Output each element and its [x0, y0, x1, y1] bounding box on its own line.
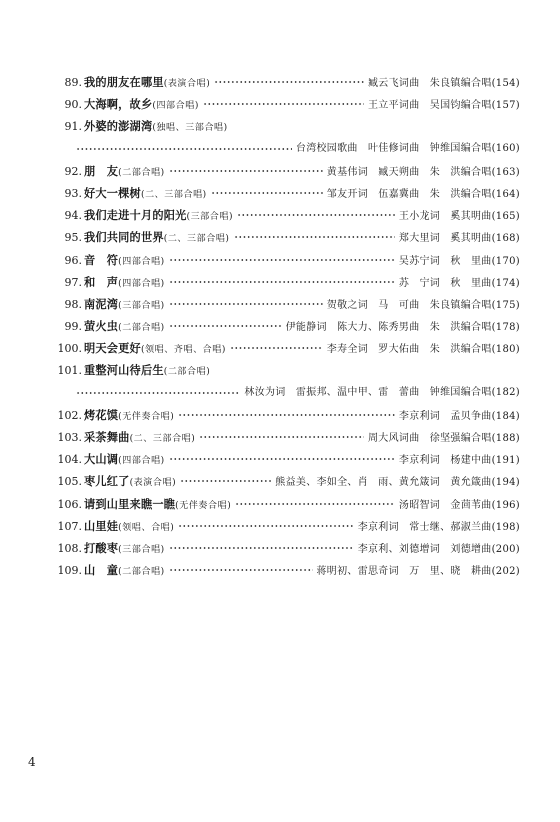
leader-dots — [234, 236, 395, 238]
leader-dots — [214, 81, 364, 83]
entry-credits: 李京利词 孟贝争曲(184) — [398, 410, 520, 422]
entry-number: 107. — [57, 519, 82, 533]
entry-subtitle: (独唱、三部合唱) — [152, 123, 228, 134]
leader-dots — [169, 303, 323, 305]
entry-subtitle: (四部合唱) — [118, 256, 165, 267]
entry-credits: 熊益美、李如全、肖 雨、黄允箴词 黄允箴曲(194) — [275, 477, 520, 489]
leader-dots — [169, 281, 395, 283]
toc-entry — [54, 426, 520, 448]
entry-subtitle: (三部合唱) — [118, 300, 165, 311]
entry-title: 明天会更好(领唱、齐唱、合唱) — [84, 341, 226, 356]
entry-credits: 吴苏宁词 秋 里曲(170) — [398, 255, 520, 267]
entry-title: 山 童(二部合唱) — [84, 563, 165, 578]
entry-title: 我们共同的世界(二、三部合唱) — [84, 230, 230, 245]
toc-entry — [54, 493, 520, 515]
toc-entry — [54, 160, 520, 182]
entry-subtitle: (二、三部合唱) — [129, 434, 196, 444]
entry-credits: 郑大里词 奚其明曲(168) — [398, 233, 520, 245]
toc-entry — [54, 226, 520, 248]
entry-subtitle: (三部合唱) — [186, 212, 234, 223]
entry-credits: 周大风词曲 徐坚强编合唱(188) — [368, 433, 520, 444]
entry-title: 打酸枣(三部合唱) — [84, 540, 165, 555]
entry-number: 102. — [57, 408, 82, 422]
entry-number: 101. — [57, 364, 82, 378]
table-of-contents — [54, 71, 520, 581]
entry-number: 93. — [64, 186, 82, 200]
entry-number: 96. — [64, 253, 82, 267]
entry-title: 请到山里来瞧一瞧(无伴奏合唱) — [84, 496, 232, 511]
entry-number: 109. — [57, 564, 82, 578]
entry-number: 104. — [57, 453, 82, 467]
entry-title: 朋 友(二部合唱) — [84, 163, 165, 178]
entry-subtitle: (二、三部合唱) — [140, 189, 207, 200]
entry-subtitle: (三部合唱) — [118, 544, 165, 555]
entry-number: 99. — [64, 320, 82, 334]
entry-subtitle: (二、三部合唱) — [163, 234, 230, 245]
entry-subtitle: (无伴奏合唱) — [118, 411, 175, 422]
leader-dots — [169, 569, 313, 571]
toc-entry — [54, 182, 520, 204]
entry-number: 105. — [57, 475, 82, 489]
leader-dots — [178, 525, 353, 527]
leader-dots — [230, 347, 323, 349]
entry-number: 95. — [64, 231, 82, 245]
toc-entry-continuation — [54, 138, 520, 160]
entry-title: 外婆的澎湖湾(独唱、三部合唱) — [84, 119, 228, 134]
toc-entry — [54, 359, 520, 381]
entry-number: 92. — [64, 164, 82, 178]
toc-entry — [54, 204, 520, 226]
toc-entry — [54, 470, 520, 492]
entry-number: 94. — [64, 209, 82, 223]
entry-number: 108. — [57, 541, 82, 555]
entry-credits: 黄基伟词 臧天朔曲 朱 洪编合唱(163) — [326, 166, 520, 178]
entry-credits: 李京利词 常士继、郝淑兰曲(198) — [357, 521, 520, 533]
toc-entry — [54, 337, 520, 359]
toc-entry — [54, 249, 520, 271]
leader-dots — [178, 414, 395, 416]
entry-credits: 李京利、刘德增词 刘德增曲(200) — [357, 543, 520, 555]
toc-entry — [54, 115, 520, 137]
entry-title: 烤花馍(无伴奏合唱) — [84, 407, 175, 422]
entry-credits: 苏 宁词 秋 里曲(174) — [398, 277, 520, 289]
entry-credits: 邹友开词 伍嘉冀曲 朱 洪编合唱(164) — [326, 188, 520, 200]
leader-dots — [235, 503, 395, 505]
entry-number: 97. — [64, 275, 82, 289]
entry-subtitle: (四部合唱) — [118, 456, 165, 467]
entry-number: 103. — [57, 431, 82, 444]
entry-title: 大海啊，故乡(四部合唱) — [84, 97, 199, 112]
toc-entry — [54, 559, 520, 581]
entry-title: 南泥湾(三部合唱) — [84, 296, 165, 311]
toc-entry — [54, 404, 520, 426]
toc-entry — [54, 71, 520, 93]
entry-title: 好大一棵树(二、三部合唱) — [84, 185, 207, 200]
entry-subtitle: (二部合唱) — [163, 367, 211, 378]
entry-subtitle: (四部合唱) — [152, 101, 199, 112]
entry-title: 我们走进十月的阳光(三部合唱) — [84, 208, 234, 223]
entry-subtitle: (二部合唱) — [118, 567, 165, 578]
entry-credits: 蒋明初、雷思奇词 万 里、晓 耕曲(202) — [316, 566, 520, 578]
entry-credits: 李京利词 杨建中曲(191) — [398, 455, 520, 467]
toc-entry-continuation — [54, 382, 520, 404]
leader-dots — [169, 547, 354, 549]
leader-dots — [76, 392, 240, 394]
leader-dots — [76, 148, 292, 150]
toc-entry — [54, 293, 520, 315]
toc-entry — [54, 537, 520, 559]
entry-credits: 汤昭智词 金茴苇曲(196) — [398, 499, 520, 511]
leader-dots — [169, 259, 395, 261]
entry-subtitle: (表演合唱) — [129, 478, 177, 489]
leader-dots — [169, 325, 282, 327]
entry-credits: 王小龙词 奚其明曲(165) — [398, 211, 520, 223]
entry-subtitle: (领唱、齐唱、合唱) — [140, 345, 226, 356]
entry-subtitle: (无伴奏合唱) — [175, 500, 232, 511]
entry-credits: 台湾校园歌曲 叶佳修词曲 钟维国编合唱(160) — [295, 142, 520, 154]
leader-dots — [211, 192, 323, 194]
entry-subtitle: (二部合唱) — [118, 323, 165, 334]
entry-title: 采茶舞曲(二、三部合唱) — [84, 430, 196, 444]
entry-title: 山里娃(领唱、合唱) — [84, 518, 175, 533]
page-number: 4 — [28, 755, 36, 769]
entry-credits: 李寿全词 罗大佑曲 朱 洪编合唱(180) — [326, 344, 520, 356]
entry-credits: 贺敬之词 马 可曲 朱良镇编合唱(175) — [326, 299, 520, 311]
entry-title: 萤火虫(二部合唱) — [84, 319, 165, 334]
entry-credits: 臧云飞词曲 朱良镇编合唱(154) — [368, 78, 520, 89]
leader-dots — [169, 458, 395, 460]
leader-dots — [203, 103, 364, 105]
toc-entry — [54, 93, 520, 115]
entry-number: 100. — [57, 342, 82, 356]
entry-number: 91. — [64, 120, 82, 134]
entry-credits: 伊能静词 陈大力、陈秀男曲 朱 洪编合唱(178) — [285, 322, 520, 334]
entry-subtitle: (二部合唱) — [118, 167, 165, 178]
entry-title: 音 符(四部合唱) — [84, 252, 165, 267]
entry-number: 98. — [64, 297, 82, 311]
entry-title: 枣儿红了(表演合唱) — [84, 474, 177, 489]
leader-dots — [169, 170, 323, 172]
entry-title: 大山调(四部合唱) — [84, 452, 165, 467]
entry-number: 89. — [64, 76, 82, 89]
entry-number: 90. — [64, 98, 82, 112]
entry-subtitle: (领唱、合唱) — [118, 522, 175, 533]
toc-entry — [54, 315, 520, 337]
entry-subtitle: (表演合唱) — [163, 79, 211, 89]
leader-dots — [237, 214, 395, 216]
entry-title: 重整河山待后生(二部合唱) — [84, 363, 211, 378]
entry-subtitle: (四部合唱) — [118, 278, 165, 289]
entry-number: 106. — [57, 497, 82, 511]
toc-entry — [54, 515, 520, 537]
leader-dots — [180, 480, 271, 482]
toc-entry — [54, 271, 520, 293]
leader-dots — [199, 436, 364, 438]
entry-credits: 王立平词曲 吴国钧编合唱(157) — [368, 100, 520, 112]
entry-title: 和 声(四部合唱) — [84, 274, 165, 289]
entry-credits: 林汝为词 雷振邦、温中甲、雷 蕾曲 钟维国编合唱(182) — [244, 386, 520, 398]
toc-entry — [54, 448, 520, 470]
entry-title: 我的朋友在哪里(表演合唱) — [84, 75, 211, 89]
